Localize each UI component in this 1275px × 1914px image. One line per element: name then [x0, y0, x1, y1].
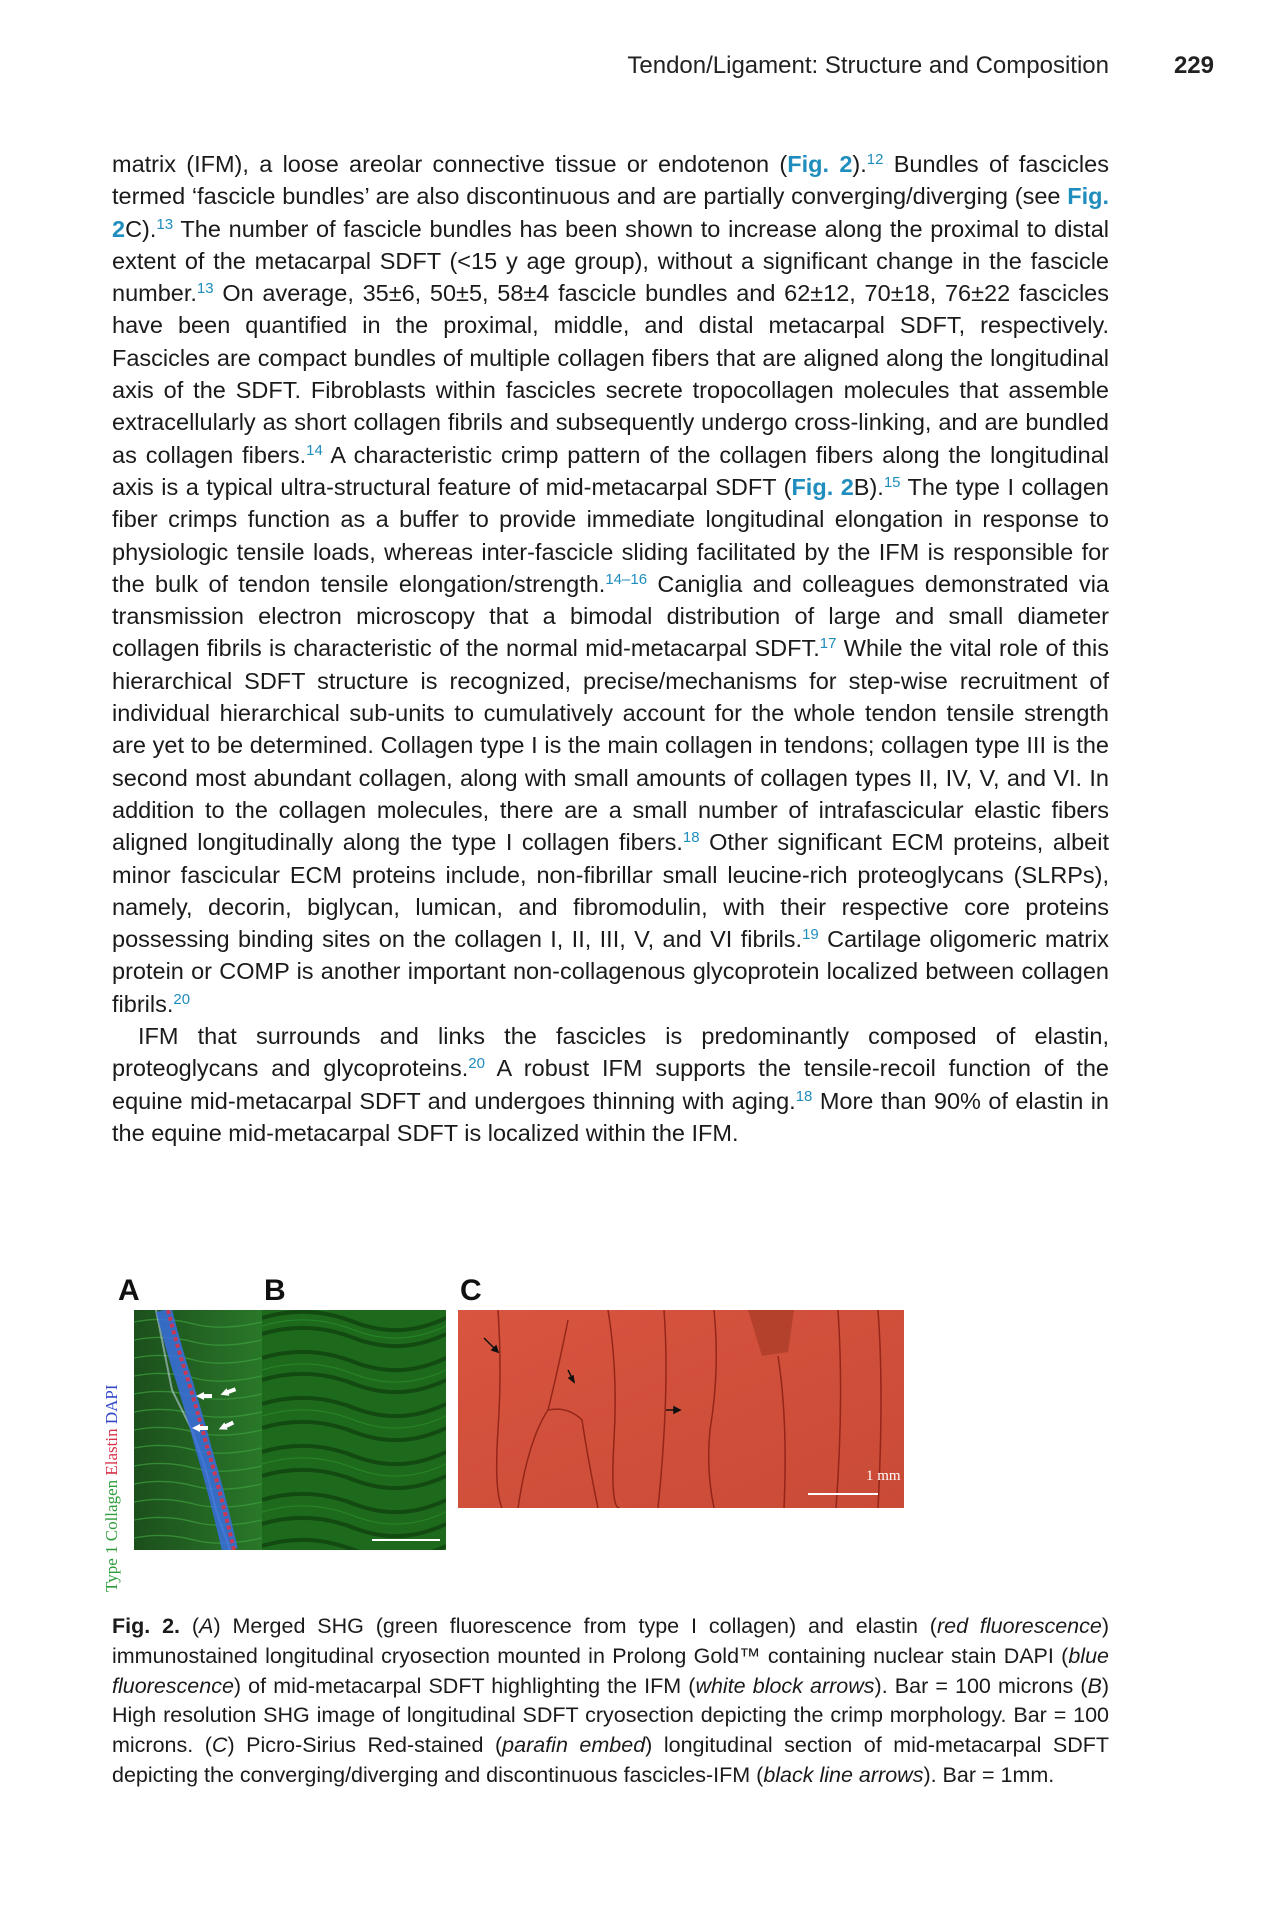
caption-text-run: ). Bar = 1mm.	[923, 1762, 1055, 1787]
panel-b-letter: B	[264, 1274, 286, 1307]
caption-text-run: ) of mid-metacarpal SDFT highlighting the IFM (	[233, 1673, 696, 1698]
figure-link[interactable]: Fig. 2	[112, 183, 1109, 242]
citation-ref[interactable]: 14–16	[605, 570, 648, 588]
caption-text-run: ) Picro-Sirius Red-stained (	[227, 1733, 503, 1758]
citation-ref[interactable]: 13	[196, 280, 214, 298]
figure-link[interactable]: Fig. 2	[791, 473, 854, 500]
paragraph	[112, 148, 1109, 1020]
body-text-run: A robust IFM supports the tensile-recoil function of the equine mid-metacarpal SDFT and undergoes thinning with aging.	[112, 1055, 1110, 1114]
stain-label-type1: Type 1 Collagen	[102, 1479, 121, 1592]
stain-label-elastin: Elastin	[102, 1428, 121, 1476]
panel-c-image	[458, 1310, 904, 1508]
body-text-run: B).	[853, 473, 884, 500]
body-text-run: Caniglia and colleagues demonstrated via transmission electron microscopy that a bimodal distribution of large and small diameter collagen fibrils is characteristic of the normal mid-metacarpal SDFT.	[112, 570, 1109, 662]
caption-text-run: ) High resolution SHG image of longitudinal SDFT cryosection depicting the crimp morphology. Bar = 100 microns. (	[112, 1673, 1109, 1758]
figure-link[interactable]: Fig. 2	[787, 151, 853, 177]
body-text-run: C).	[125, 215, 157, 242]
panel-b-image	[262, 1310, 446, 1550]
panel-a-image	[134, 1310, 270, 1550]
body-text-run: Cartilage oligomeric matrix protein or COMP is another important non-collagenous glycoprotein localized between collagen fibrils.	[112, 926, 1109, 1017]
caption-text-run: parafin embed	[502, 1733, 646, 1758]
citation-ref[interactable]: 18	[795, 1087, 813, 1105]
body-text-run: The type I collagen fiber crimps function as a buffer to provide immediate longitudinal elongation in response to physiologic tensile loads, whereas inter-fascicle sliding facilitated by the IFM is responsible for the bulk of tendon tensile elongation/strength.	[112, 473, 1109, 597]
body-text-run: On average, 35±6, 50±5, 58±4 fascicle bundles and 62±12, 70±18, 76±22 fascicles have been quantified in the proximal, middle, and distal metacarpal SDFT, respectively. Fascicles are compact bundles of multiple collagen fibers that are aligned along the longitudinal axis of the SDFT. Fibroblasts within fascicles secrete tropocollagen molecules that assemble extracellularly as short collagen fibrils and subsequently undergo cross-linking, and are bundled as collagen fibers.	[112, 280, 1109, 468]
body-text-run: A characteristic crimp pattern of the collagen fibers along the longitudinal axis is a typical ultra-structural feature of mid-metacarpal SDFT (	[112, 441, 1109, 500]
body-text-run: Bundles of fascicles termed ‘fascicle bundles’ are also discontinuous and are partially converging/diverging (see	[112, 151, 1109, 210]
body-text-run: More than 90% of elastin in the equine mid-metacarpal SDFT is localized within the IFM.	[112, 1087, 1109, 1146]
stain-legend	[102, 1332, 124, 1592]
body-text-run: ).	[852, 151, 867, 177]
running-header	[112, 50, 1224, 90]
running-title: Tendon/Ligament: Structure and Composition	[627, 52, 1109, 79]
body-text-run: While the vital role of this hierarchical SDFT structure is recognized, precise/mechanisms for step-wise recruitment of individual hierarchical sub-units to cumulatively account for the whole tendon tensile strength are yet to be determined. Collagen type I is the main collagen in tendons; collagen type III is the second most abundant collagen, along with small amounts of collagen types II, IV, V, and VI. In addition to the collagen molecules, there are a small number of intrafascicular elastic fibers aligned longitudinally along the type I collagen fibers.	[112, 635, 1110, 856]
figure-caption	[112, 1612, 1109, 1791]
caption-text-run: black line arrows	[763, 1762, 924, 1787]
panel-c-letter: C	[460, 1274, 482, 1307]
body-text-run: IFM that surrounds and links the fascicles is predominantly composed of elastin, proteoglycans and glycoproteins.	[112, 1023, 1109, 1082]
caption-text-run: ) Merged SHG (green fluorescence from type I collagen) and elastin (	[213, 1614, 937, 1638]
caption-text-run: ) immunostained longitudinal cryosection mounted in Prolong Gold™ containing nuclear stain DAPI (	[112, 1614, 1110, 1668]
citation-ref[interactable]: 17	[819, 635, 837, 653]
citation-ref[interactable]: 14	[306, 441, 323, 459]
caption-text-run: ) longitudinal section of mid-metacarpal SDFT depicting the converging/diverging and discontinuous fascicles-IFM (	[112, 1733, 1110, 1787]
caption-text-run: ). Bar = 100 microns (	[874, 1673, 1088, 1698]
caption-text-run: (	[180, 1614, 200, 1638]
caption-text-run: red fluorescence	[936, 1614, 1102, 1638]
citation-ref[interactable]: 12	[866, 151, 884, 168]
citation-ref[interactable]: 15	[883, 473, 901, 491]
citation-ref[interactable]: 20	[173, 990, 191, 1008]
body-text-run: Other significant ECM proteins, albeit minor fascicular ECM proteins include, non-fibrillar small leucine-rich proteoglycans (SLRPs), namely, decorin, biglycan, lumican, and fibromodulin, with their respective core proteins possessing binding sites on the collagen I, II, III, V, and VI fibrils.	[112, 829, 1109, 953]
caption-text-run: A	[199, 1614, 214, 1638]
caption-text-run: blue fluorescence	[112, 1643, 1109, 1698]
figure-2	[102, 1274, 1112, 1600]
citation-ref[interactable]: 18	[682, 829, 700, 847]
caption-text-run: white block arrows	[695, 1673, 875, 1698]
body-text-run: matrix (IFM), a loose areolar connective tissue or endotenon (	[112, 151, 788, 177]
citation-ref[interactable]: 20	[468, 1055, 485, 1073]
caption-text-run: B	[1087, 1673, 1102, 1698]
caption-text-run: C	[211, 1733, 228, 1758]
citation-ref[interactable]: 13	[156, 215, 174, 233]
page-number: 229	[1173, 52, 1214, 79]
body-text-run: The number of fascicle bundles has been shown to increase along the proximal to distal extent of the metacarpal SDFT (<15 y age group), without a significant change in the fascicle number.	[112, 215, 1109, 307]
stain-label-dapi: DAPI	[102, 1384, 121, 1425]
panel-a-letter: A	[118, 1274, 140, 1307]
panel-c-scale-label: 1 mm	[866, 1468, 901, 1484]
caption-label: Fig. 2.	[112, 1614, 181, 1638]
body-text	[112, 148, 1109, 1149]
citation-ref[interactable]: 19	[802, 926, 819, 944]
paragraph	[112, 1020, 1109, 1149]
